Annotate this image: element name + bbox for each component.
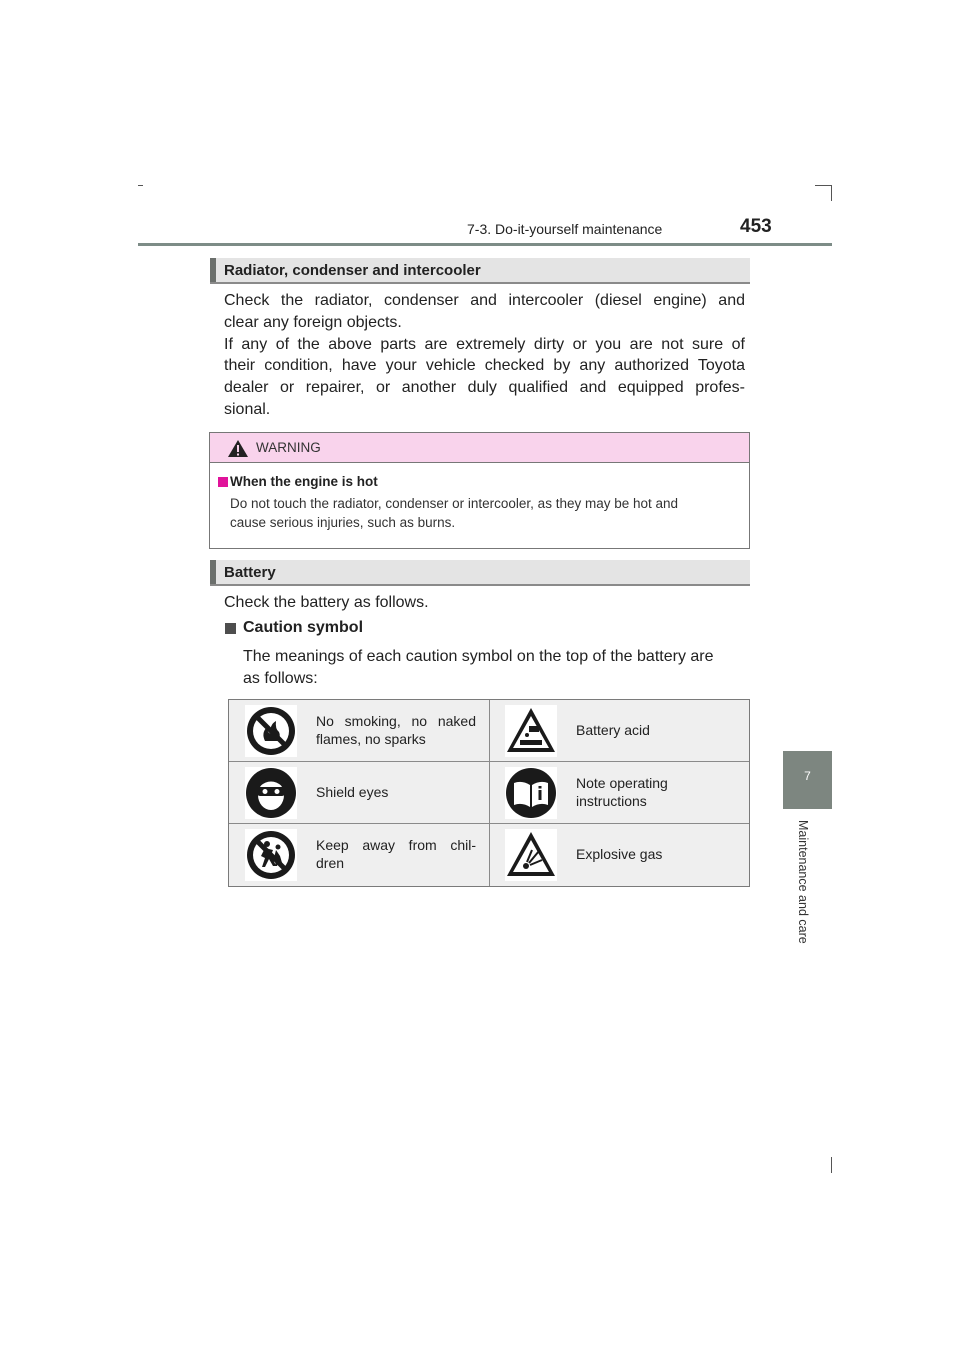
text-line: No smoking, no naked [316,713,476,729]
operating-instructions-icon [505,767,557,819]
text-line: as follows: [243,669,318,687]
chapter-title: Maintenance and care [796,820,810,944]
text-line: clear any foreign objects. [224,313,402,331]
warning-triangle-icon [227,439,249,458]
section-heading-battery [210,560,750,586]
text-line: instructions [576,792,647,809]
warning-subtitle: When the engine is hot [230,474,378,489]
symbol-label [316,837,476,872]
keep-away-children-icon [245,829,297,881]
subheading-marker [225,623,236,634]
section-heading-text: Radiator, condenser and intercooler [224,262,481,279]
text-line: dealer or repairer, or another duly qualified and equipped profes- [224,379,745,397]
running-header-section: 7-3. Do-it-yourself maintenance [467,221,663,237]
section-heading-radiator [210,258,750,284]
section-heading-text: Battery [224,564,276,581]
symbol-label: Battery acid [576,722,650,738]
page-number: 453 [740,216,772,237]
crop-mark [138,185,143,186]
text-line: Note operating [576,775,668,791]
table-row [229,700,749,762]
warning-text [230,495,742,532]
text-line: cause serious injuries, such as burns. [230,514,456,530]
text-line: their condition, have your vehicle checked by any authorized Toyota [224,357,745,375]
section-heading-bar [210,258,216,282]
column-divider [489,824,490,886]
column-divider [489,700,490,761]
no-smoking-icon [245,705,297,757]
table-row [229,824,749,886]
explosive-gas-icon [505,829,557,881]
crop-mark [831,1157,832,1173]
text-line: sional. [224,400,271,418]
symbol-label [316,713,476,748]
symbol-label: Explosive gas [576,846,663,862]
shield-eyes-icon [245,767,297,819]
crop-mark [815,185,831,186]
warning-box [209,432,750,549]
text-line: The meanings of each caution symbol on the top of the battery are [243,648,714,665]
text-line: Do not touch the radiator, condenser or intercooler, as they may be hot and [230,496,679,511]
text-line: dren [316,854,345,871]
crop-mark [831,185,832,201]
radiator-paragraph [224,290,745,421]
chapter-number: 7 [804,769,811,783]
section-heading-bar [210,560,216,584]
battery-intro: Check the battery as follows. [224,594,429,611]
table-row [229,762,749,824]
header-rule [138,243,832,246]
text-line: If any of the above parts are extremely dirty or you are not sure of [224,335,745,353]
warning-header [210,433,749,463]
battery-acid-icon [505,705,557,757]
text-line: flames, no sparks [316,730,426,747]
subheading-caution-symbol: Caution symbol [243,619,364,636]
caution-description [243,646,745,690]
warning-bullet-marker [218,477,228,487]
warning-label: WARNING [256,440,321,455]
text-line: Keep away from chil- [316,837,476,853]
caution-symbol-table [228,699,750,887]
column-divider [489,762,490,823]
symbol-label [576,775,668,810]
text-line: Check the radiator, condenser and intercooler (diesel engine) and [224,292,745,309]
symbol-label: Shield eyes [316,784,389,800]
